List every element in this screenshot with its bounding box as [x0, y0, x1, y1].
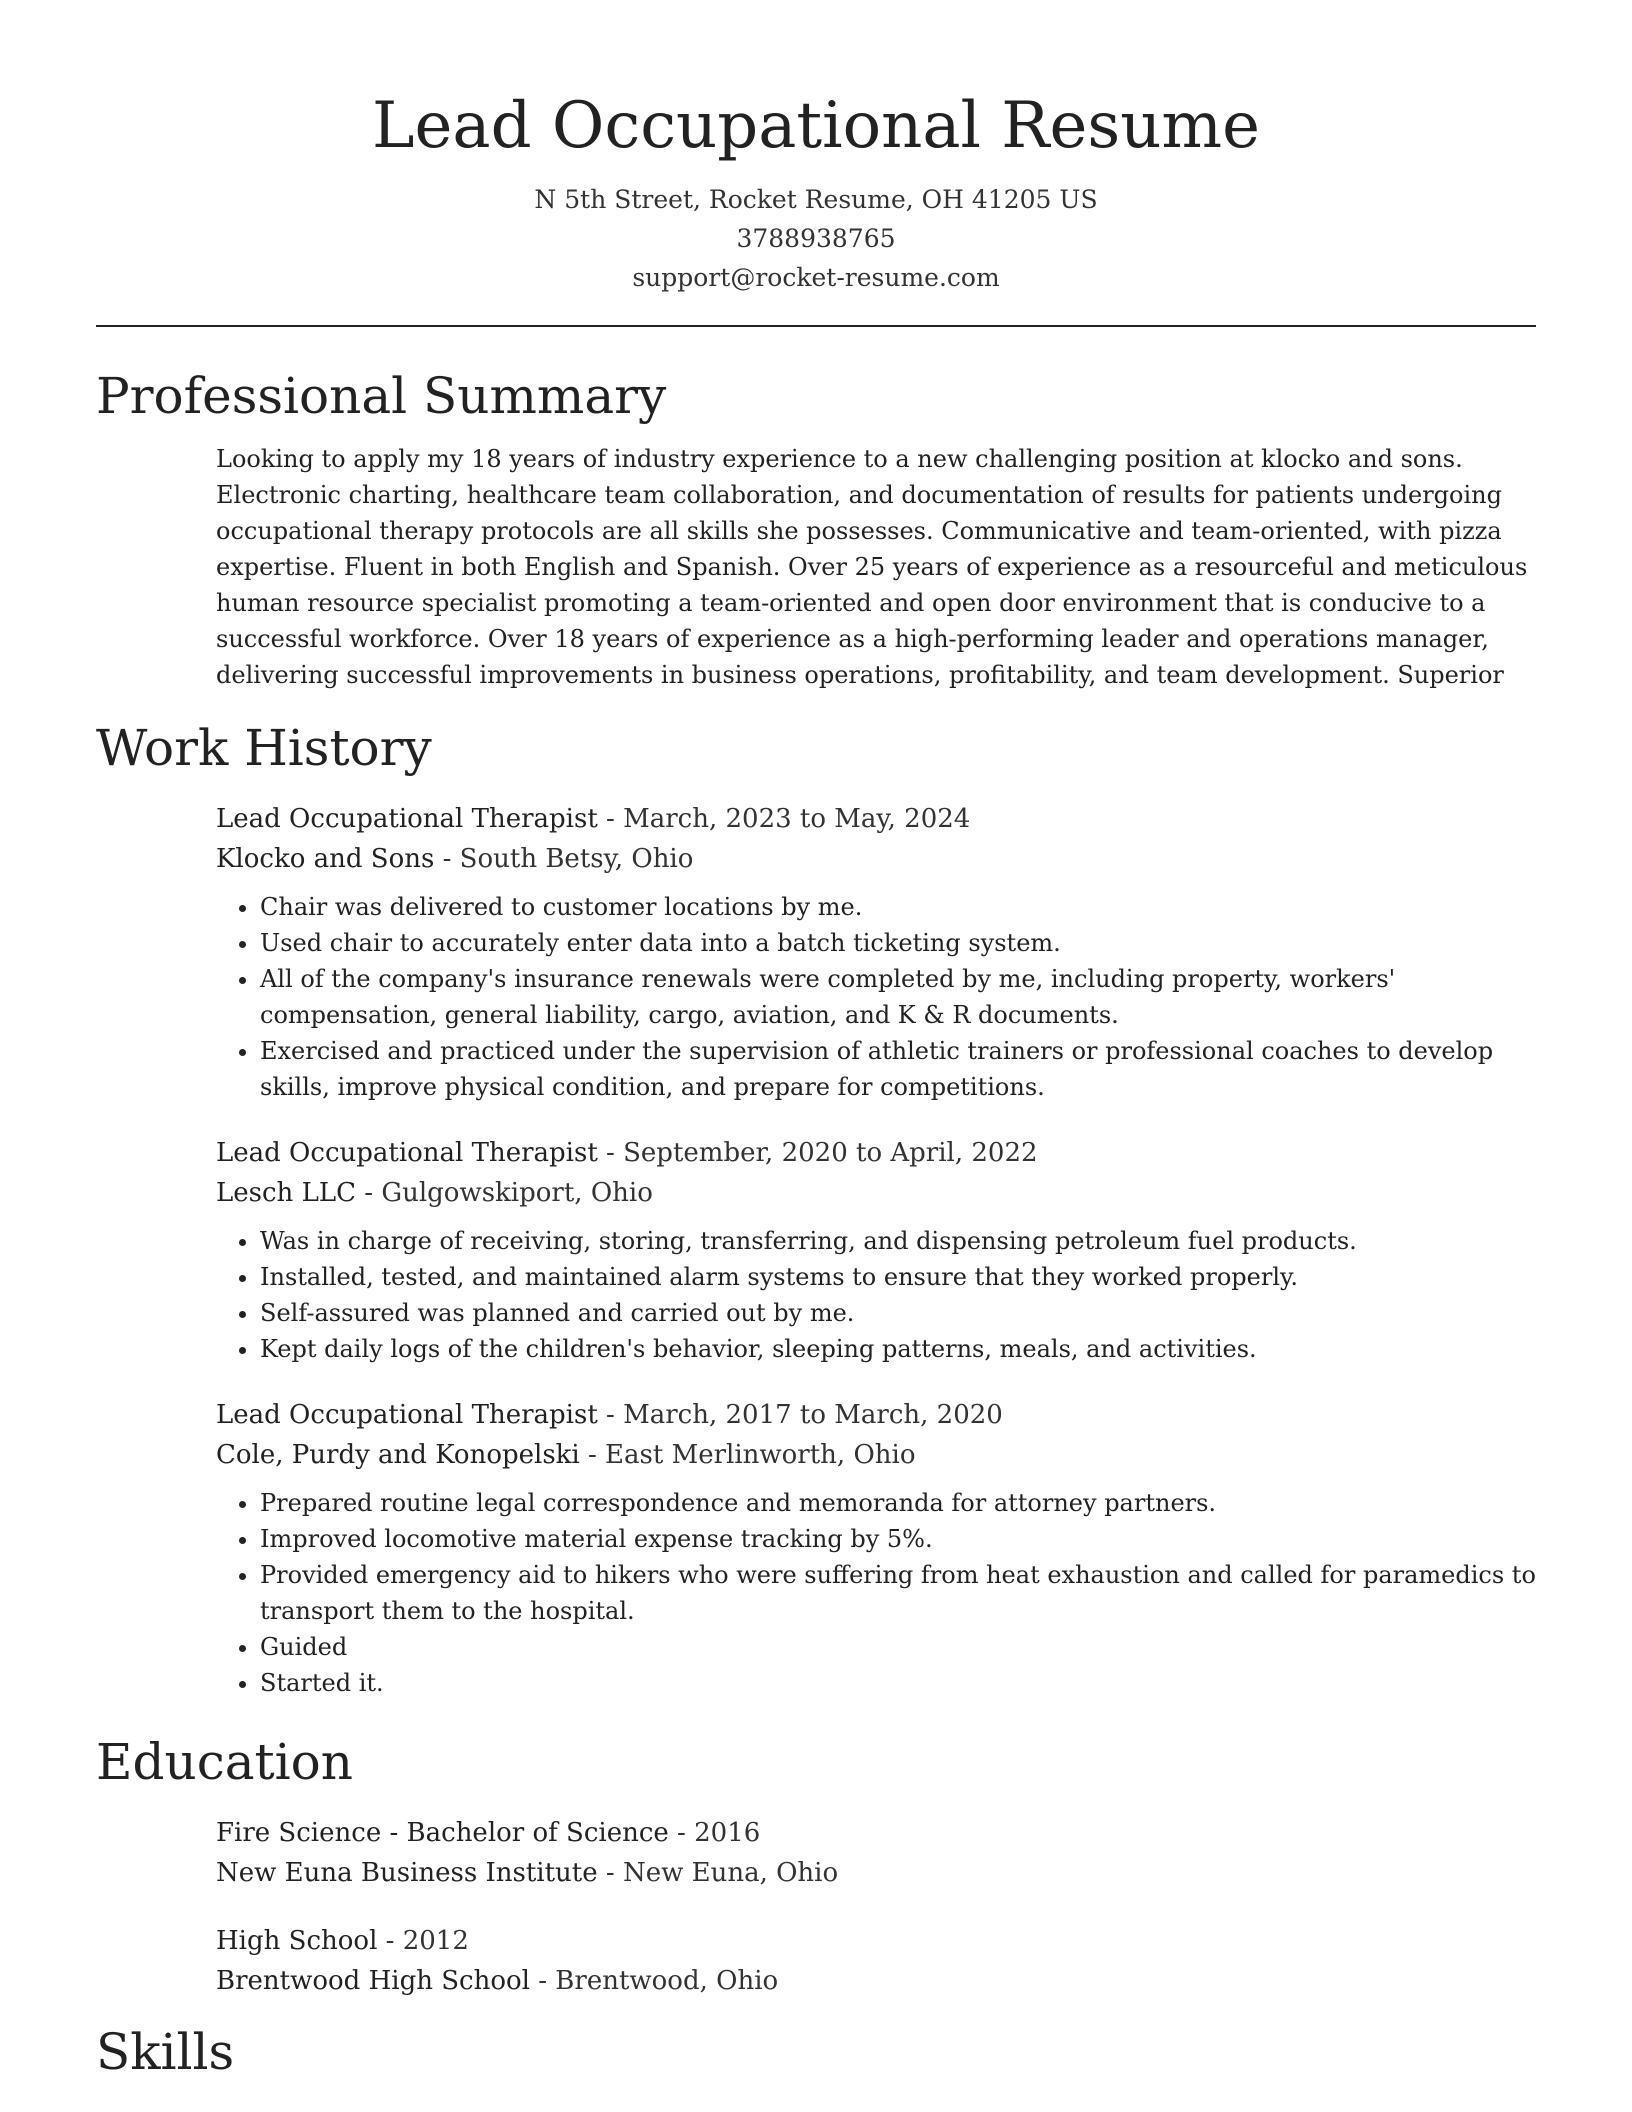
contact-email: support@rocket-resume.com	[632, 263, 1000, 292]
job-dates: - September, 2020 to April, 2022	[597, 1138, 1038, 1168]
job-entry	[216, 799, 1536, 1105]
education-year: - 2012	[377, 1926, 469, 1956]
contact-info	[96, 180, 1536, 297]
job-company-line	[216, 839, 1536, 879]
job-role: Lead Occupational Therapist	[216, 804, 598, 834]
job-bullet: • Started it.	[260, 1665, 1536, 1701]
job-company: Cole, Purdy and Konopelski	[216, 1440, 580, 1470]
job-entry	[216, 1395, 1536, 1701]
job-bullets	[216, 889, 1536, 1105]
job-entry	[216, 1133, 1536, 1367]
job-bullets	[216, 1485, 1536, 1701]
job-bullet: • Was in charge of receiving, storing, transferring, and dispensing petroleum fuel products.	[260, 1223, 1536, 1259]
education-degree: Fire Science - Bachelor of Science	[216, 1818, 669, 1848]
job-location: - South Betsy, Ohio	[434, 844, 694, 874]
job-bullet: • Self-assured was planned and carried out by me.	[260, 1295, 1536, 1331]
job-bullets	[216, 1223, 1536, 1367]
education-year: - 2016	[668, 1818, 761, 1848]
summary-text: Looking to apply my 18 years of industry experience to a new challenging position at klocko and sons. Electronic charting, healthcare team collaboration, and documentation of results for patients undergoing occupational therapy protocols are all skills she possesses. Communicative and team-oriented, with pizza expertise. Fluent in both English and Spanish. Over 25 years of experience as a resourceful and meticulous human resource specialist promoting a team-oriented and open door environment that is conducive to a successful workforce. Over 18 years of experience as a high-performing leader and operations manager, delivering successful improvements in business operations, profitability, and team development. Superior	[216, 445, 1528, 689]
job-dates: - March, 2017 to March, 2020	[597, 1400, 1003, 1430]
education-degree-line	[216, 1813, 1536, 1853]
contact-address: N 5th Street, Rocket Resume, OH 41205 US	[534, 185, 1098, 214]
work-history-list	[96, 799, 1536, 1701]
education-location: - New Euna, Ohio	[597, 1858, 839, 1888]
education-school: Brentwood High School	[216, 1966, 530, 1996]
job-title-line	[216, 1133, 1536, 1173]
education-entry	[216, 1813, 1536, 1893]
skills-section	[96, 2019, 1536, 2085]
job-bullet: • Installed, tested, and maintained alarm systems to ensure that they worked properly.	[260, 1259, 1536, 1295]
job-bullet: • Exercised and practiced under the supervision of athletic trainers or professional coaches to develop skills, improve physical condition, and prepare for competitions.	[260, 1033, 1536, 1105]
education-school: New Euna Business Institute	[216, 1858, 598, 1888]
section-title-work-history: Work History	[96, 719, 432, 777]
section-title-skills: Skills	[96, 2023, 235, 2081]
professional-summary-section	[96, 363, 1536, 693]
job-bullet: • Guided	[260, 1629, 1536, 1665]
education-list	[96, 1813, 1536, 2001]
job-bullet: • Prepared routine legal correspondence and memoranda for attorney partners.	[260, 1485, 1536, 1521]
job-company-line	[216, 1435, 1536, 1475]
job-location: - East Merlinworth, Ohio	[579, 1440, 916, 1470]
job-bullet: • Improved locomotive material expense tracking by 5%.	[260, 1521, 1536, 1557]
job-title-line	[216, 799, 1536, 839]
resume-title: Lead Occupational Resume	[372, 89, 1260, 163]
work-history-section	[96, 715, 1536, 1701]
job-company: Lesch LLC	[216, 1178, 356, 1208]
job-bullet: • Kept daily logs of the children's behavior, sleeping patterns, meals, and activities.	[260, 1331, 1536, 1367]
resume-page	[96, 0, 1536, 2085]
education-school-line	[216, 1853, 1536, 1893]
education-school-line	[216, 1961, 1536, 2001]
resume-header	[96, 0, 1536, 297]
education-entry	[216, 1921, 1536, 2001]
job-bullet: • All of the company's insurance renewals were completed by me, including property, workers' compensation, general liability, cargo, aviation, and K & R documents.	[260, 961, 1536, 1033]
education-degree: High School	[216, 1926, 378, 1956]
job-location: - Gulgowskiport, Ohio	[356, 1178, 653, 1208]
job-bullet: • Provided emergency aid to hikers who were suffering from heat exhaustion and called for paramedics to transport them to the hospital.	[260, 1557, 1536, 1629]
job-bullet: • Chair was delivered to customer locations by me.	[260, 889, 1536, 925]
job-role: Lead Occupational Therapist	[216, 1138, 598, 1168]
job-role: Lead Occupational Therapist	[216, 1400, 598, 1430]
job-company-line	[216, 1173, 1536, 1213]
job-company: Klocko and Sons	[216, 844, 435, 874]
education-degree-line	[216, 1921, 1536, 1961]
job-dates: - March, 2023 to May, 2024	[597, 804, 971, 834]
contact-phone: 3788938765	[736, 224, 896, 253]
section-title-summary: Professional Summary	[96, 367, 667, 425]
job-title-line	[216, 1395, 1536, 1435]
education-section	[96, 1729, 1536, 2001]
section-title-education: Education	[96, 1733, 353, 1791]
education-location: - Brentwood, Ohio	[529, 1966, 779, 1996]
job-bullet: • Used chair to accurately enter data into a batch ticketing system.	[260, 925, 1536, 961]
header-divider	[96, 325, 1536, 327]
